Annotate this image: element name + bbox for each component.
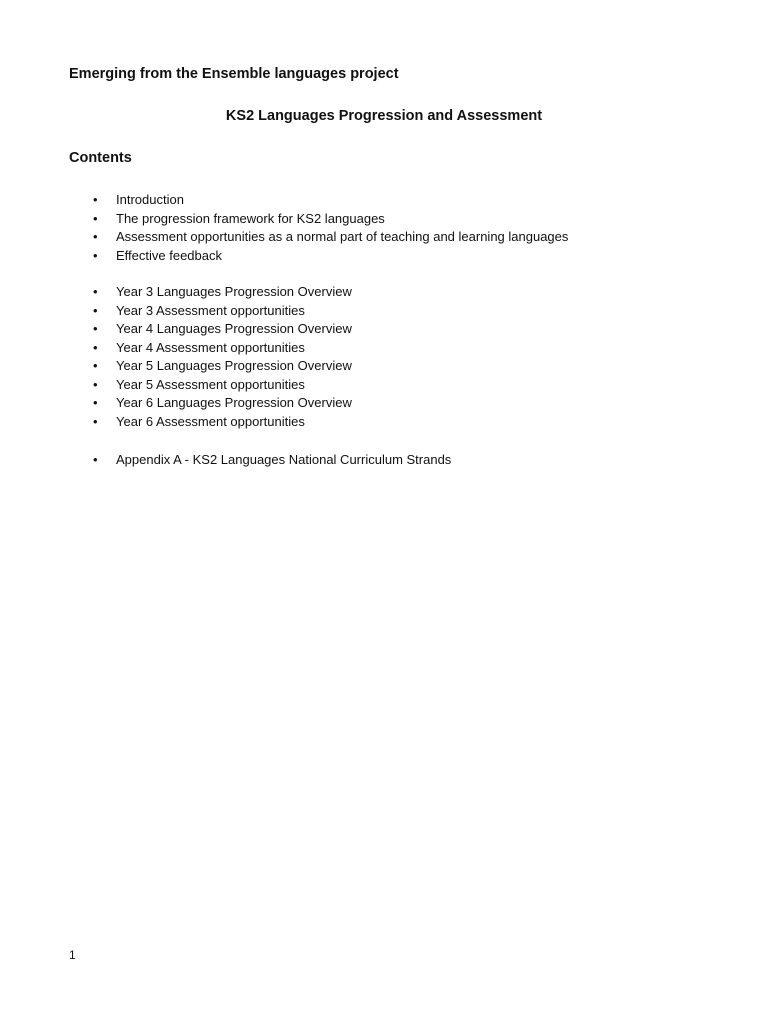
toc-item-label: Introduction (116, 192, 184, 207)
bullet-icon: • (93, 192, 98, 207)
contents-heading: Contents (69, 150, 132, 166)
toc-item-label: Year 6 Languages Progression Overview (116, 395, 352, 410)
toc-item (0, 228, 568, 247)
bullet-icon: • (93, 339, 98, 355)
toc-item-label: Year 4 Languages Progression Overview (116, 321, 352, 336)
toc-item (0, 394, 352, 413)
toc-item (0, 302, 352, 321)
toc-item-label: Year 3 Assessment opportunities (116, 302, 305, 318)
bullet-icon: • (93, 247, 98, 263)
bullet-icon: • (93, 376, 98, 392)
bullet-icon: • (93, 358, 98, 373)
bullet-icon: • (93, 395, 98, 410)
toc-item (0, 339, 352, 358)
toc-item (0, 247, 568, 266)
toc-item (0, 191, 568, 210)
toc-list-appendix (0, 451, 451, 470)
toc-list-general (0, 191, 568, 265)
bullet-icon: • (93, 413, 98, 429)
bullet-icon: • (93, 452, 98, 467)
page-number: 1 (69, 948, 76, 962)
toc-item (0, 451, 451, 470)
toc-item-label: Year 5 Languages Progression Overview (116, 358, 352, 373)
toc-item-label: Year 3 Languages Progression Overview (116, 284, 352, 299)
toc-item (0, 320, 352, 339)
toc-item-label: Appendix A - KS2 Languages National Curriculum Strands (116, 452, 452, 467)
toc-item (0, 210, 568, 229)
toc-item-label: Assessment opportunities as a normal part of teaching and learning languages (116, 229, 569, 244)
toc-item-label: Effective feedback (116, 247, 222, 263)
toc-item-label: Year 4 Assessment opportunities (116, 339, 305, 355)
bullet-icon: • (93, 210, 98, 226)
document-title: KS2 Languages Progression and Assessment (225, 108, 543, 124)
toc-list-years (0, 283, 352, 431)
toc-item (0, 413, 352, 432)
bullet-icon: • (93, 229, 98, 244)
project-heading: Emerging from the Ensemble languages project (69, 66, 399, 82)
bullet-icon: • (93, 302, 98, 318)
toc-item (0, 283, 352, 302)
toc-item (0, 357, 352, 376)
toc-item-label: The progression framework for KS2 languages (116, 210, 385, 226)
toc-item (0, 376, 352, 395)
toc-item-label: Year 6 Assessment opportunities (116, 413, 305, 429)
bullet-icon: • (93, 321, 98, 336)
bullet-icon: • (93, 284, 98, 299)
toc-item-label: Year 5 Assessment opportunities (116, 376, 305, 392)
